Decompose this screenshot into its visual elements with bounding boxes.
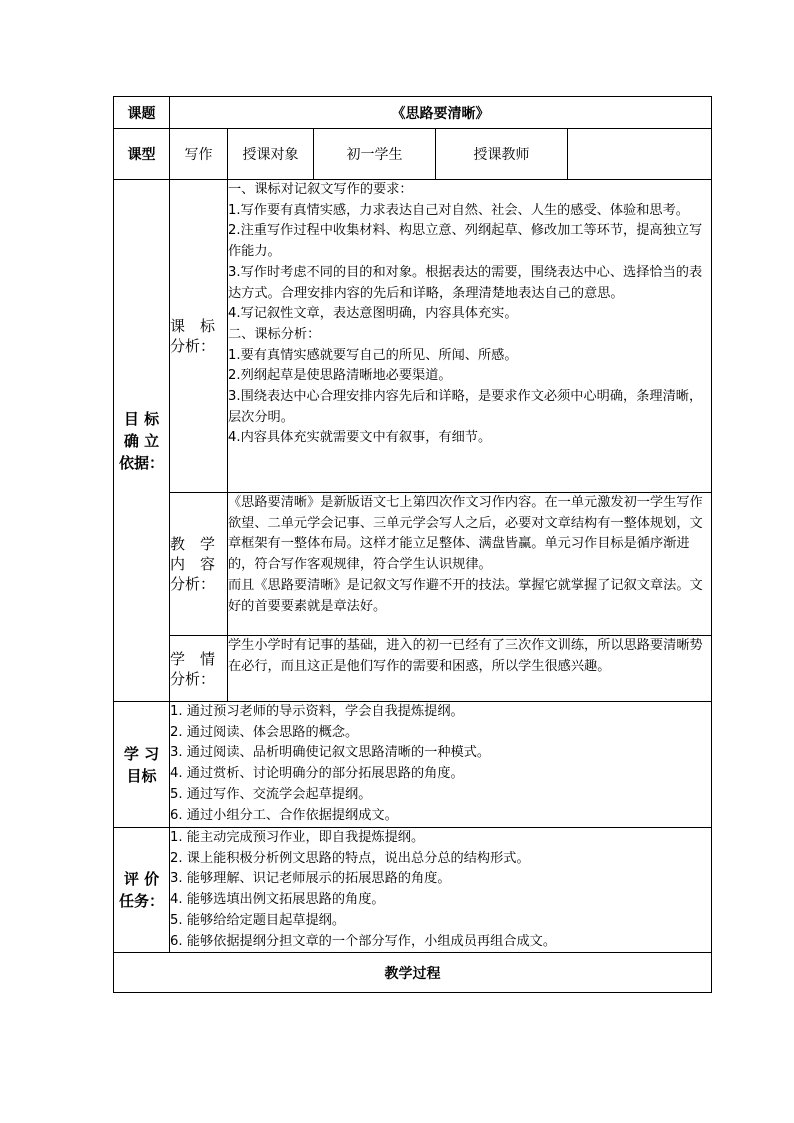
goal-item: 1. 通过预习老师的导示资料，学会自我提炼提纲。 [170,704,464,719]
evaluation-item: 1. 能主动完成预习作业，即自我提炼提纲。 [170,830,425,845]
type-label: 课型 [114,129,170,180]
type-row [114,129,712,180]
goals-list [170,702,712,828]
students-text [228,636,712,702]
curriculum-line: 2.注重写作过程中收集材料、构思立意、列纲起草、修改加工等环节，提高独立写作能力。 [228,223,703,260]
curriculum-line: 2.列纲起草是使思路清晰地必要渠道。 [228,368,452,384]
goal-item: 2. 通过阅读、体会思路的概念。 [170,724,359,740]
basis-label-line3: 依据： [118,453,164,472]
students-label-line2: 分析： [170,669,216,688]
evaluation-list [170,828,712,953]
basis-label-line2: 确 立 [123,431,160,450]
audience-label: 授课对象 [228,129,314,180]
teacher-value [568,129,712,180]
students-label [170,636,228,702]
process-row [114,953,712,993]
basis-label [114,180,170,702]
curriculum-label-line2: 分析： [170,337,216,355]
type-value: 写作 [170,129,228,180]
process-heading: 教学过程 [114,953,712,993]
content-line: 《思路要清晰》是新版语文七上第四次作文习作内容。在一单元激发初一学生写作欲望、二单元学会记事、三单元学会写人之后，必要对文章结构有一整体规划，文章框架有一整体布局。这样才能立足整体、满盘皆赢。单元习作目标是循序渐进的，符合写作客观规律，符合学生认识规律。 [228,495,703,573]
evaluation-label-line2: 任务： [118,892,164,911]
content-label-line1: 教 学 [170,535,216,553]
evaluation-label [114,828,170,953]
goals-label [114,702,170,828]
curriculum-line: 二、课标分析： [228,326,321,342]
audience-value: 初一学生 [314,129,436,180]
evaluation-item: 2. 课上能积极分析例文思路的特点，说出总分总的结构形式。 [170,850,530,866]
content-label-line2: 内 容 [170,555,216,573]
students-label-line1: 学 情 [170,649,216,668]
goal-item: 4. 通过赏析、讨论明确分的部分拓展思路的角度。 [170,766,464,782]
curriculum-row [114,180,712,493]
lesson-plan-table [113,96,712,993]
curriculum-text [228,180,712,493]
evaluation-item: 6. 能够依据提纲分担文章的一个部分写作，小组成员再组合成文。 [170,933,557,949]
basis-label-line1: 目 标 [123,409,160,428]
students-line: 学生小学时有记事的基础，进入的初一已经有了三次作文训练，所以思路要清晰势在必行，而且这正是他们写作的需要和困惑，所以学生很感兴趣。 [228,638,703,674]
content-line: 而且《思路要清晰》是记叙文写作避不开的技法。掌握它就掌握了记叙文章法。文好的首要要素就是章法好。 [228,577,703,614]
curriculum-line: 3.写作时考虑不同的目的和对象。根据表达的需要，围绕表达中心、选择恰当的表达方式。合理安排内容的先后和详略，条理清楚地表达自己的意思。 [228,264,703,301]
curriculum-line: 4.内容具体充实就需要文中有叙事，有细节。 [228,430,492,446]
curriculum-line: 1.要有真情实感就要写自己的所见、所闻、所感。 [228,347,518,363]
teacher-label: 授课教师 [436,129,568,180]
goals-row [114,702,712,828]
evaluation-item: 4. 能够选填出例文拓展思路的角度。 [170,892,385,908]
content-text [228,493,712,636]
goal-item: 3. 通过阅读、品析明确使记叙文思路清晰的一种模式。 [170,745,491,761]
goal-item: 5. 通过写作、交流学会起草提纲。 [170,786,372,802]
curriculum-line: 3.围绕表达中心合理安排内容先后和详略，是要求作文必须中心明确，条理清晰，层次分明。 [228,389,703,425]
evaluation-item: 5. 能够给给定题目起草提纲。 [170,912,346,928]
title-label: 课题 [114,97,170,129]
goal-item: 6. 通过小组分工、合作依据提纲成文。 [170,807,398,823]
curriculum-label-line1: 课 标 [170,317,216,335]
goals-label-line2: 目标 [126,766,157,785]
goals-label-line1: 学 习 [123,744,160,763]
evaluation-label-line1: 评 价 [123,870,160,889]
curriculum-label [170,180,228,493]
evaluation-row [114,828,712,953]
title-row [114,97,712,129]
evaluation-item: 3. 能够理解、识记老师展示的拓展思路的角度。 [170,871,451,887]
curriculum-line: 1.写作要有真情实感，力求表达自己对自然、社会、人生的感受、体验和思考。 [228,202,689,218]
students-row [114,636,712,702]
content-row [114,493,712,636]
lesson-title: 《思路要清晰》 [170,97,712,129]
curriculum-line: 4.写记叙性文章，表达意图明确，内容具体充实。 [228,306,518,322]
curriculum-line: 一、课标对记叙文写作的要求： [228,182,413,197]
content-label [170,493,228,636]
content-label-line3: 分析： [170,575,216,593]
